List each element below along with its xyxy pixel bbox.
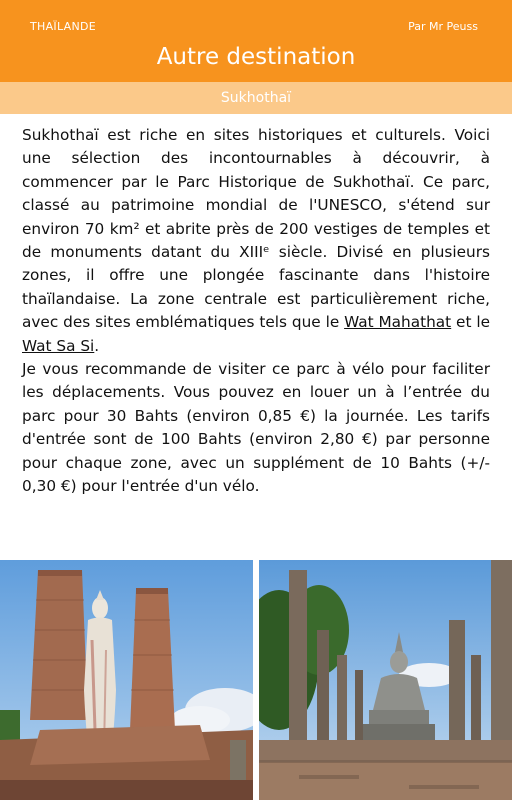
paragraph-1-end: . [94, 336, 100, 355]
standing-buddha-photo [0, 560, 253, 800]
country-label: THAÏLANDE [30, 20, 97, 33]
paragraph-2: Je vous recommande de visiter ce parc à vélo pour faciliter les déplacements. Vous pouvez en louer un à l’entrée du parc pour 30 Bahts (environ 0,85 €) la journée. Les tarifs d'entrée sont de 100 Bahts (environ 2,80 €) par personne pour chaque zone, avec un supplément de 10 Bahts (+/- 0,30 €) pour l'entrée d'un vélo. [22, 360, 490, 496]
seated-buddha-photo [259, 560, 512, 800]
wat-mahathat-link[interactable]: Wat Mahathat [344, 313, 452, 332]
paragraph-1-connector: et le [451, 313, 490, 332]
article-body [22, 124, 490, 499]
author-credit: Par Mr Peuss [408, 20, 478, 33]
paragraph-1 [22, 124, 490, 358]
section-subtitle: Sukhothaï [0, 82, 512, 114]
wat-sa-si-link[interactable]: Wat Sa Si [22, 336, 95, 355]
page-title: Autre destination [156, 44, 356, 70]
page-header [0, 0, 512, 82]
paragraph-1-text: Sukhothaï est riche en sites historiques et culturels. Voici une sélection des incontournables à découvrir, à commencer par le Parc Historique de Sukhothaï. Ce parc, classé au patrimoine mondial de l'UNESCO, s'étend sur environ 70 km² et abrite près de 200 vestiges de temples et de monuments datant du XIIIᵉ siècle. Divisé en plusieurs zones, il offre une plongée fascinante dans l'histoire thaïlandaise. La zone centrale est particulièrement riche, avec des sites emblématiques tels que le [22, 126, 490, 332]
